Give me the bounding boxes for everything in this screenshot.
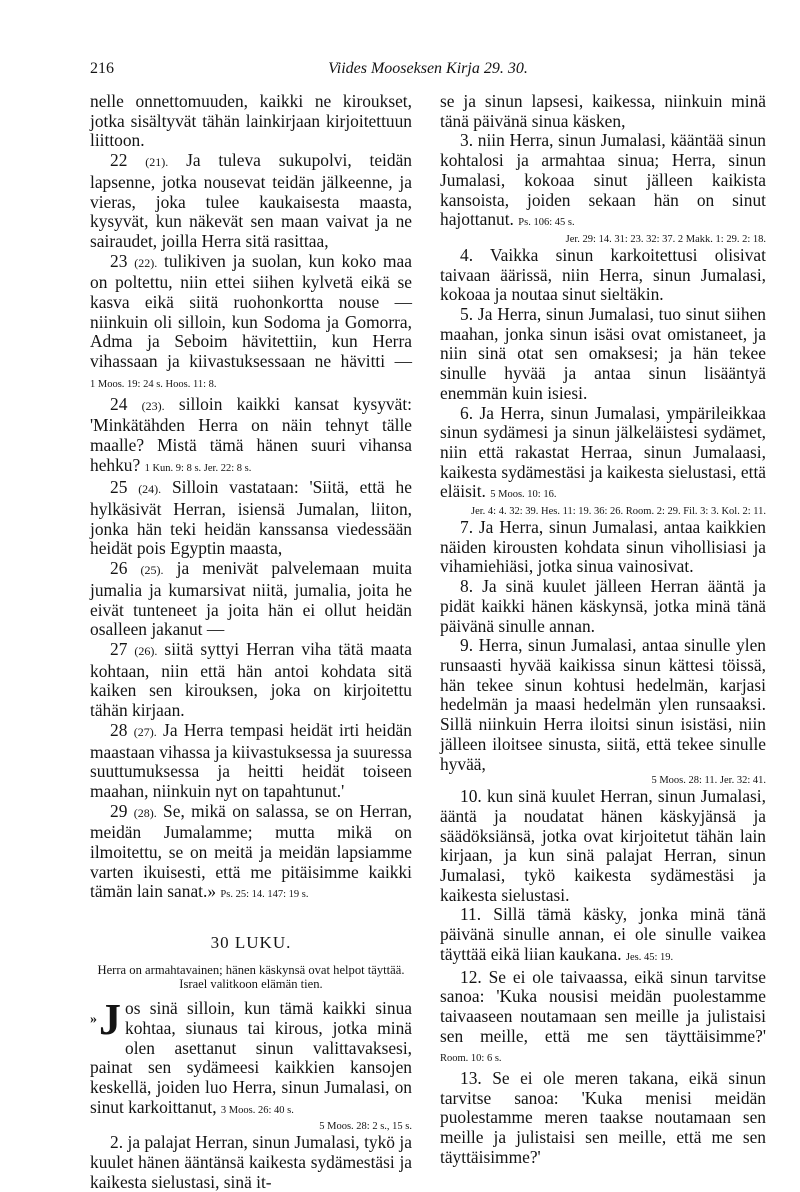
cross-reference: 3 Moos. 26: 40 s.	[220, 1104, 294, 1116]
verse-number: 11.	[460, 904, 482, 925]
verse-9	[440, 636, 766, 774]
verse-28	[90, 721, 412, 802]
verse-text: ja palajat Herran, sinun Jumalasi, tykö ja kuulet hänen ääntänsä kaikesta sydämestäsi ja kaikesta sielustasi, sinä it-	[90, 1132, 412, 1192]
verse-number: 6.	[460, 402, 474, 423]
continuation-paragraph: se ja sinun lapsesi, kaikessa, niinkuin minä tänä päivänä sinua käsken,	[440, 91, 766, 131]
verse-number: 12.	[460, 966, 482, 987]
verse-23	[90, 252, 412, 395]
verse-number: 23	[110, 250, 128, 271]
drop-cap-letter: J	[99, 995, 121, 1045]
cross-reference: Room. 10: 6 s.	[440, 1053, 502, 1065]
verse-29	[90, 802, 412, 906]
verse-1	[90, 995, 412, 1120]
cross-reference: Jer. 4: 4. 32: 39. Hes. 11: 19. 36: 26. Room. 2: 29. Fil. 3: 3. Kol. 2: 11.	[471, 506, 766, 518]
page-header	[90, 60, 766, 84]
verse-text: Sillä tämä käsky, jonka minä tänä päivänä sinulle annan, ei ole sinulle vaikea täyttää eikä liian kaukana.	[440, 904, 766, 964]
verse-number: 10.	[460, 786, 482, 807]
verse-text: Ja Herra, sinun Jumalasi, ympärileikkaa sinun sydämesi ja sinun jälkeläistesi sydämet, niin että rakastat Herraa, sinun Jumalaasi, kaikesta sydämestäsi ja kaikesta sielustasi, että eläisit.	[440, 402, 766, 502]
verse-alt-number: (28).	[133, 805, 157, 820]
verse-number: 3.	[460, 130, 474, 151]
verse-6	[440, 404, 766, 506]
verse-27	[90, 640, 412, 721]
verse-text: Ja sinä kuulet jälleen Herran ääntä ja pidät kaikki hänen käskynsä, jotka minä tänä päivänä sinulle annan.	[440, 576, 766, 636]
verse-10	[440, 787, 766, 905]
verse-number: 27	[110, 638, 128, 659]
verse-25	[90, 478, 412, 559]
right-column	[440, 92, 766, 1168]
verse-alt-number: (22).	[134, 255, 158, 270]
cross-reference: 5 Moos. 28: 2 s., 15 s.	[319, 1121, 412, 1133]
verse-number: 2.	[110, 1132, 124, 1153]
verse-text: Ja Herra, sinun Jumalasi, tuo sinut siihen maahan, jonka sinun isäsi ovat omistaneet, ja niin sinä otat sen omaksesi; ja hän tekee sinulle hyvää ja antaa sinun lisääntyä enemmän kuin isiesi.	[440, 304, 766, 403]
verse-22	[90, 151, 412, 252]
verse-3	[440, 131, 766, 233]
continuation-paragraph: nelle onnettomuuden, kaikki ne kiroukset, jotka sisältyvät tähän lainkirjaan kirjoitettuun liittoon.	[90, 91, 412, 151]
verse-24	[90, 395, 412, 479]
verse-text: os sinä silloin, kun tämä kaikki sinua kohtaa, siunaus tai kirous, jotka minä olen asettanut sinun valittavaksesi, painat sen sydämeesi kaikkien kansojen keskellä, joiden luo Herra, sinun Jumalasi, on sinut karkoittanut,	[90, 998, 412, 1117]
verse-number: 4.	[460, 244, 474, 265]
cross-reference: 5 Moos. 10: 16.	[490, 489, 557, 501]
verse-text: Se ei ole taivaassa, eikä sinun tarvitse sanoa: 'Kuka nousisi meidän puolestamme taivaaseen noutamaan sen meille ja julistaisi sen meille, että me sen täyttäisimme?'	[440, 966, 766, 1046]
drop-cap	[90, 995, 121, 1045]
verse-4	[440, 246, 766, 305]
verse-text: Silloin vastataan: 'Siitä, että he hylkäsivät Herran, isiensä Jumalan, liiton, jonka hän teki heidän kanssansa viedessään heidät pois Egyptin maasta,	[90, 477, 412, 559]
verse-8	[440, 577, 766, 636]
verse-text: silloin kaikki kansat kysyvät: 'Minkätähden Herra on näin tehnyt tälle maalle? Mistä tämä hänen suuri vihansa hehku?	[90, 393, 412, 475]
verse-26	[90, 559, 412, 640]
verse-number: 25	[110, 477, 128, 498]
verse-number: 5.	[460, 304, 474, 325]
cross-reference: Ps. 25: 14. 147: 19 s.	[220, 889, 309, 901]
cross-reference: 5 Moos. 28: 11. Jer. 32: 41.	[651, 775, 766, 787]
verse-number: 22	[110, 150, 128, 171]
verse-text: kun sinä kuulet Herran, sinun Jumalasi, ääntä ja noudatat hänen käskyjänsä ja säädöksiänsä, jotka ovat kirjoitetut tähän lain kirjaan, ja kun sinä palajat Herran, sinun Jumalasi, tykö kaikesta sydämestäsi ja kaikesta sielustasi.	[440, 786, 766, 905]
verse-text: Ja tuleva sukupolvi, teidän lapsenne, jotka nousevat teidän jälkeenne, ja vieras, joka tulee kaukaisesta maasta, kysyvät, kun näkevät sen maan vaivat ja ne sairaudet, joilla Herra sitä rasittaa,	[90, 150, 412, 251]
verse-number: 26	[110, 558, 128, 579]
verse-text: Ja Herra tempasi heidät irti heidän maastaan vihassa ja kiivastuksessa ja suuressa suuttumuksessa ja heitti heidät toiseen maahan, niinkuin nyt on tapahtunut.'	[90, 719, 412, 801]
verse-text: Herra, sinun Jumalasi, antaa sinulle ylen runsaasti hyvää kaikissa sinun kättesi töissä, hän tekee sinun kohtusi hedelmän, karjasi hedelmän ja maasi hedelmän ylen runsaaksi. Sillä niinkuin Herra iloitsi sinun isistäsi, niin jälleen iloitsee sinusta, siitä, että tekee sinulle hyvää,	[440, 635, 766, 774]
verse-number: 9.	[460, 635, 474, 656]
verse-number: 8.	[460, 576, 474, 597]
verse-text: Ja Herra, sinun Jumalasi, antaa kaikkien näiden kirousten kohdata sinun vihollisiasi ja vihamiehiäsi, jotka sinua vainosivat.	[440, 517, 767, 577]
running-title: Viides Mooseksen Kirja 29. 30.	[328, 60, 528, 77]
verse-alt-number: (25).	[140, 563, 164, 578]
verse-13	[440, 1069, 766, 1168]
verse-alt-number: (21).	[145, 155, 169, 170]
page-number: 216	[90, 60, 114, 77]
cross-reference: Jer. 29: 14. 31: 23. 32: 37. 2 Makk. 1: 29. 2: 18.	[565, 233, 766, 245]
verse-alt-number: (24).	[138, 482, 162, 497]
verse-number: 7.	[460, 517, 474, 538]
left-column	[90, 92, 412, 1192]
cross-reference: 1 Moos. 19: 24 s. Hoos. 11: 8.	[90, 378, 217, 390]
verse-5	[440, 305, 766, 404]
verse-number: 13.	[460, 1068, 482, 1089]
verse-number: 28	[110, 719, 128, 740]
verse-text: niin Herra, sinun Jumalasi, kääntää sinun kohtalosi ja armahtaa sinua; Herra, sinun Jumalasi, kokoaa sinut jälleen kaikista kansoista, joiden sekaan hän on sinut hajottanut.	[440, 130, 766, 230]
verse-text: siitä syttyi Herran viha tätä maata kohtaan, niin että hän antoi kohdata sitä kaiken sen kirouksen, joka on kirjoitettu tähän kirjaan.	[90, 638, 412, 721]
verse-text: Se ei ole meren takana, eikä sinun tarvitse sanoa: 'Kuka menisi meidän puolestamme meren taakse noutamaan sen meille ja julistaisi sen meille, että me sen täyttäisimme?'	[440, 1068, 766, 1167]
verse-number: 24	[110, 393, 128, 414]
cross-reference: Jes. 45: 19.	[625, 951, 674, 963]
cross-reference: Ps. 106: 45 s.	[518, 217, 575, 229]
verse-text: Vaikka sinun karkoitettusi olisivat taivaan äärissä, niin Herra, sinun Jumalasi, kokoaa ja noutaa sinut sieltäkin.	[440, 244, 766, 305]
verse-2	[90, 1133, 412, 1192]
chapter-heading: 30 LUKU.	[210, 933, 292, 953]
verse-7	[440, 518, 766, 577]
verse-text: ja menivät palvelemaan muita jumalia ja kumarsivat niitä, jumalia, joita he eivät tunteneet ja joita hän ei ollut heidän osalleen jakanut —	[90, 558, 412, 640]
verse-alt-number: (27).	[133, 724, 157, 739]
verse-number: 29	[110, 800, 128, 821]
cross-reference: 1 Kun. 9: 8 s. Jer. 22: 8 s.	[144, 462, 252, 474]
chapter-summary: Herra on armahtavainen; hänen käskynsä ovat helpot täyttää. Israel valitkoon elämän tien.	[97, 963, 405, 992]
verse-12	[440, 968, 766, 1070]
verse-alt-number: (23).	[141, 398, 165, 413]
verse-alt-number: (26).	[134, 643, 158, 658]
verse-text: Se, mikä on salassa, se on Herran, meidän Jumalamme; mutta mikä on ilmoitettu, se on meitä ja meidän lapsiamme varten ikuisesti, että me pitäisimme kaikki tämän lain sanat.»	[90, 800, 412, 902]
quote-mark: »	[90, 1012, 97, 1028]
verse-11	[440, 905, 766, 967]
verse-text: tulikiven ja suolan, kun koko maa on poltettu, niin ettei siihen kylvetä eikä se kasva eikä siitä ruohonkortta nouse — niinkuin oli silloin, kun Sodoma ja Gomorra, Adma ja Seboim hävitettiin, kun Herra vihassaan ja kiivastuksessaan ne hävitti —	[90, 250, 412, 372]
